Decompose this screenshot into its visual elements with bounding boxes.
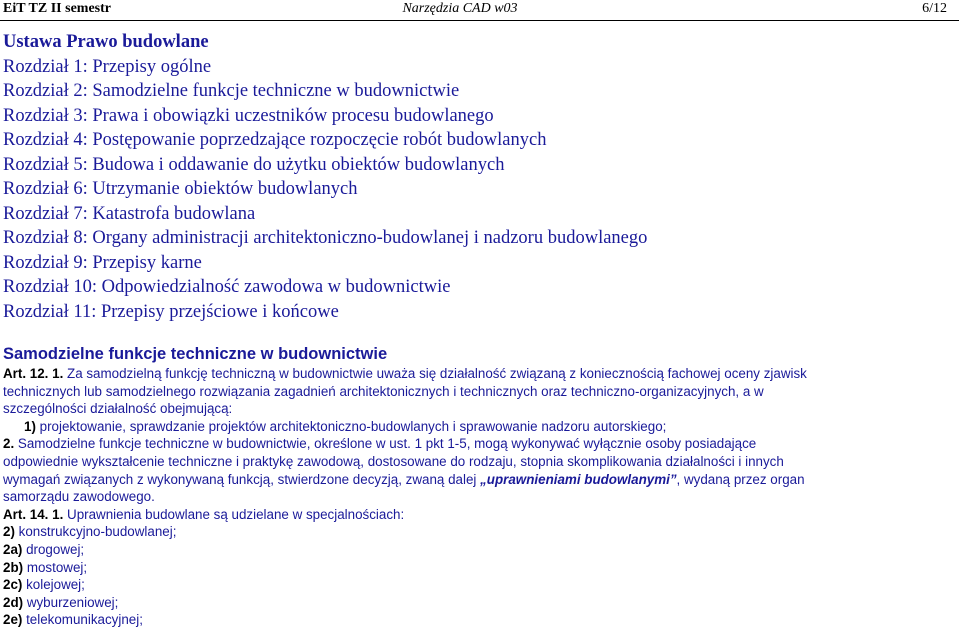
toc-list <box>3 55 647 325</box>
art12-para2-line1-text: Samodzielne funkcje techniczne w budownictwie, określone w ust. 1 pkt 1-5, mogą wykonywać wyłącznie osoby posiadające <box>14 436 757 452</box>
art14-text: Uprawnienia budowlane są udzielane w specjalnościach: <box>63 506 405 522</box>
art12-para2-line-4: samorządu zawodowego. <box>3 489 155 505</box>
art14-item-2b <box>3 559 955 577</box>
art12-line-2: technicznych lub samodzielnego rozwiązania zagadnień architektonicznych i technicznych oraz techniczno-organizacyjnych, a w <box>3 383 764 399</box>
art14-item-text: mostowej; <box>23 559 88 575</box>
toc-item-4: Rozdział 4: Postępowanie poprzedzające rozpoczęcie robót budowlanych <box>3 130 547 150</box>
header-course: EiT TZ II semestr <box>3 1 111 16</box>
toc-item-10: Rozdział 10: Odpowiedzialność zawodowa w budownictwie <box>3 277 451 297</box>
art12-para2-line3a: wymagań związanych z wykonywaną funkcją, stwierdzone decyzją, zwaną dalej <box>3 471 481 487</box>
toc-item-6: Rozdział 6: Utrzymanie obiektów budowlanych <box>3 179 358 199</box>
art14-item-text: kolejowej; <box>22 577 85 593</box>
art14-item-text: wyburzeniowej; <box>23 594 119 610</box>
art12-line-3: szczególności działalność obejmującą: <box>3 401 233 417</box>
art14-item-text: drogowej; <box>22 541 85 557</box>
art12-para2-term: „uprawnieniami budowlanymi” <box>480 471 677 487</box>
toc-item-11: Rozdział 11: Przepisy przejściowe i końcowe <box>3 301 339 322</box>
art12-line1-text: Za samodzielną funkcję techniczną w budownictwie uważa się działalność związaną z koniecznością fachowej oceny zjawisk <box>63 366 807 381</box>
header-page-number: 6/12 <box>922 1 947 16</box>
toc-item-1: Rozdział 1: Przepisy ogólne <box>3 56 212 77</box>
header-divider <box>0 20 959 21</box>
article-section <box>3 344 955 629</box>
art14-line <box>3 506 955 524</box>
art12-item1-text: projektowanie, sprawdzanie projektów architektoniczno-budowlanych i sprawowanie nadzoru autorskiego; <box>35 418 667 434</box>
art12-para2-number: 2. <box>3 436 15 452</box>
art14-item-number: 2a) <box>3 541 23 557</box>
toc-item-7: Rozdział 7: Katastrofa budowlana <box>3 203 256 224</box>
toc-item-9: Rozdział 9: Przepisy karne <box>3 252 202 273</box>
table-of-contents <box>3 30 647 324</box>
art14-item-number: 2e) <box>3 612 23 628</box>
art14-item-text: konstrukcyjno-budowlanej; <box>14 524 177 540</box>
art14-item-2d <box>3 594 955 612</box>
section-heading: Samodzielne funkcje techniczne w budownictwie <box>3 345 388 363</box>
art14-item-2a <box>3 541 955 559</box>
art14-item-2 <box>3 523 955 541</box>
art14-item-number: 2) <box>3 524 15 540</box>
art12-para2-line-2: odpowiednie wykształcenie techniczne i praktykę zawodową, dostosowane do rodzaju, stopnia skomplikowania działalności i innych <box>3 453 784 469</box>
art14-label: Art. 14. 1. <box>3 506 64 522</box>
art12-para2-line3c: , wydaną przez organ <box>676 471 805 487</box>
page-header <box>0 0 959 18</box>
toc-title: Ustawa Prawo budowlane <box>3 32 209 52</box>
art12-item1-number: 1) <box>24 418 36 434</box>
art12-line-1 <box>3 365 955 383</box>
toc-item-5: Rozdział 5: Budowa i oddawanie do użytku obiektów budowlanych <box>3 154 505 175</box>
toc-item-2: Rozdział 2: Samodzielne funkcje techniczne w budownictwie <box>3 81 460 101</box>
toc-item-8: Rozdział 8: Organy administracji architektoniczno-budowlanej i nadzoru budowlanego <box>3 228 648 248</box>
art12-label: Art. 12. 1. <box>3 366 64 381</box>
art14-item-2e <box>3 611 955 629</box>
art14-item-text: telekomunikacyjnej; <box>22 612 143 628</box>
art14-item-number: 2b) <box>3 559 24 575</box>
art14-item-number: 2d) <box>3 594 24 610</box>
art12-para2-line-3 <box>3 471 955 489</box>
toc-item-3: Rozdział 3: Prawa i obowiązki uczestników procesu budowlanego <box>3 105 494 126</box>
art12-item-1 <box>3 418 955 436</box>
art14-item-number: 2c) <box>3 577 23 593</box>
art14-item-2c <box>3 576 955 594</box>
art12-para2-line-1 <box>3 435 955 453</box>
header-lecture: Narzędzia CAD w03 <box>402 1 518 16</box>
